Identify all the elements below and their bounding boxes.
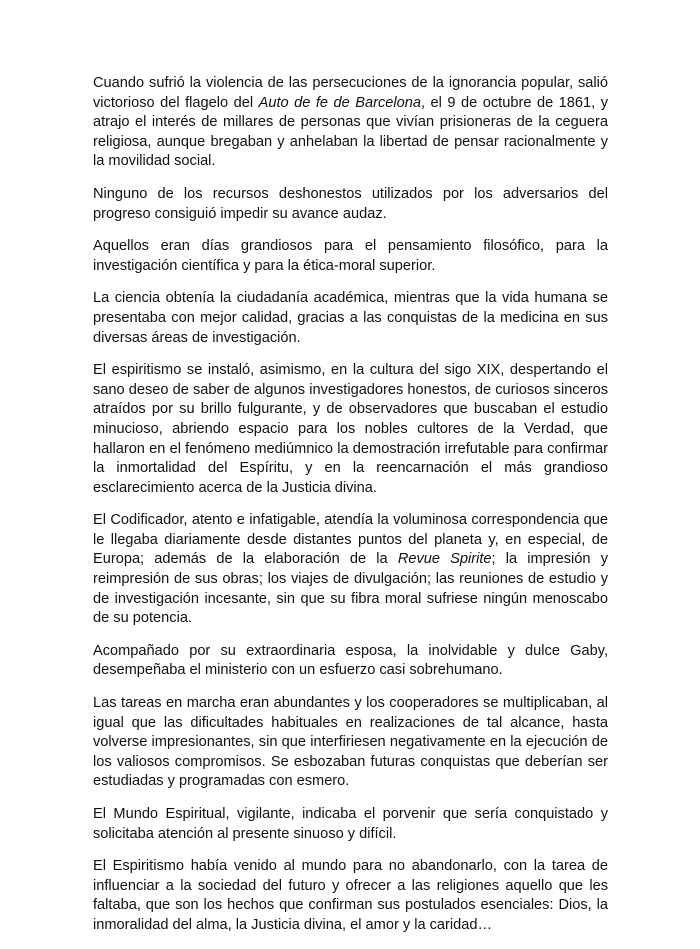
paragraph-7 bbox=[93, 642, 608, 681]
text-run: El espiritismo se instaló, asimismo, en la cultura del sigo XIX, despertando el sano deseo de saber de algunos investigadores honestos, de curiosos sinceros atraídos por su brillo fulgurante, y de observadores que buscaban el estudio minucioso, abriendo espacio para los nobles cultores de la Verdad, que hallaron en el fenómeno mediúmnico la demostración irrefutable para confirmar la inmortalidad del Espíritu, y en la reencarnación el más grandioso esclarecimiento acerca de la Justicia divina. bbox=[93, 362, 608, 496]
text-run: Aquellos eran días grandiosos para el pensamiento filosófico, para la investigación científica y para la ética-moral superior. bbox=[93, 238, 608, 274]
paragraph-2 bbox=[93, 185, 608, 224]
document-page bbox=[93, 74, 608, 949]
paragraph-3 bbox=[93, 237, 608, 276]
text-run: El Espiritismo había venido al mundo para no abandonarlo, con la tarea de influenciar a la sociedad del futuro y ofrecer a las religiones aquello que les faltaba, que son los hechos que confirman sus postulados esenciales: Dios, la inmoralidad del alma, la Justicia divina, el amor y la caridad… bbox=[93, 858, 608, 933]
italic-title: Auto de fe de Barcelona bbox=[258, 94, 421, 111]
text-run: , el 9 de octubre de 1861, y atrajo el interés de millares de personas que vivían prisioneras de la ceguera religiosa, aunque bregaban y anhelaban la libertad de pensar racionalmente y la movilidad social. bbox=[93, 94, 609, 170]
paragraph-6 bbox=[93, 511, 608, 629]
paragraph-8 bbox=[93, 694, 608, 792]
text-run: Cuando sufrió la violencia de las persecuciones de la ignorancia popular, salió victorioso del flagelo del bbox=[93, 75, 608, 111]
paragraph-10 bbox=[93, 857, 608, 935]
text-run: Acompañado por su extraordinaria esposa, la inolvidable y dulce Gaby, desempeñaba el ministerio con un esfuerzo casi sobrehumano. bbox=[93, 642, 608, 679]
paragraph-9 bbox=[93, 805, 608, 844]
text-run: ; la impresión y reimpresión de sus obras; los viajes de divulgación; las reuniones de estudio y de investigación incesante, sin que su fibra moral sufriese ningún menoscabo de su potencia. bbox=[93, 551, 608, 627]
paragraph-5 bbox=[93, 361, 608, 498]
text-run: El Codificador, atento e infatigable, atendía la voluminosa correspondencia que le llegaba diariamente desde distantes puntos del planeta y, en especial, de Europa; además de la elaboración de la bbox=[93, 512, 608, 568]
text-run: El Mundo Espiritual, vigilante, indicaba el porvenir que sería conquistado y solicitaba atención al presente sinuoso y difícil. bbox=[93, 806, 608, 842]
paragraph-4 bbox=[93, 289, 608, 348]
text-run: La ciencia obtenía la ciudadanía académica, mientras que la vida humana se presentaba con mejor calidad, gracias a las conquistas de la medicina en sus diversas áreas de investigación. bbox=[93, 290, 608, 346]
text-run: Las tareas en marcha eran abundantes y los cooperadores se multiplicaban, al igual que las dificultades habituales en realizaciones de tal alcance, hasta volverse impresionantes, sin que interfiriesen negativamente en la ejecución de los valiosos compromisos. Se esbozaban futuras conquistas que deberían ser estudiadas y programadas con esmero. bbox=[93, 695, 608, 790]
paragraph-1 bbox=[93, 74, 608, 172]
italic-title: Revue Spirite bbox=[397, 551, 492, 568]
text-run: Ninguno de los recursos deshonestos utilizados por los adversarios del progreso consiguió impedir su avance audaz. bbox=[93, 185, 608, 222]
